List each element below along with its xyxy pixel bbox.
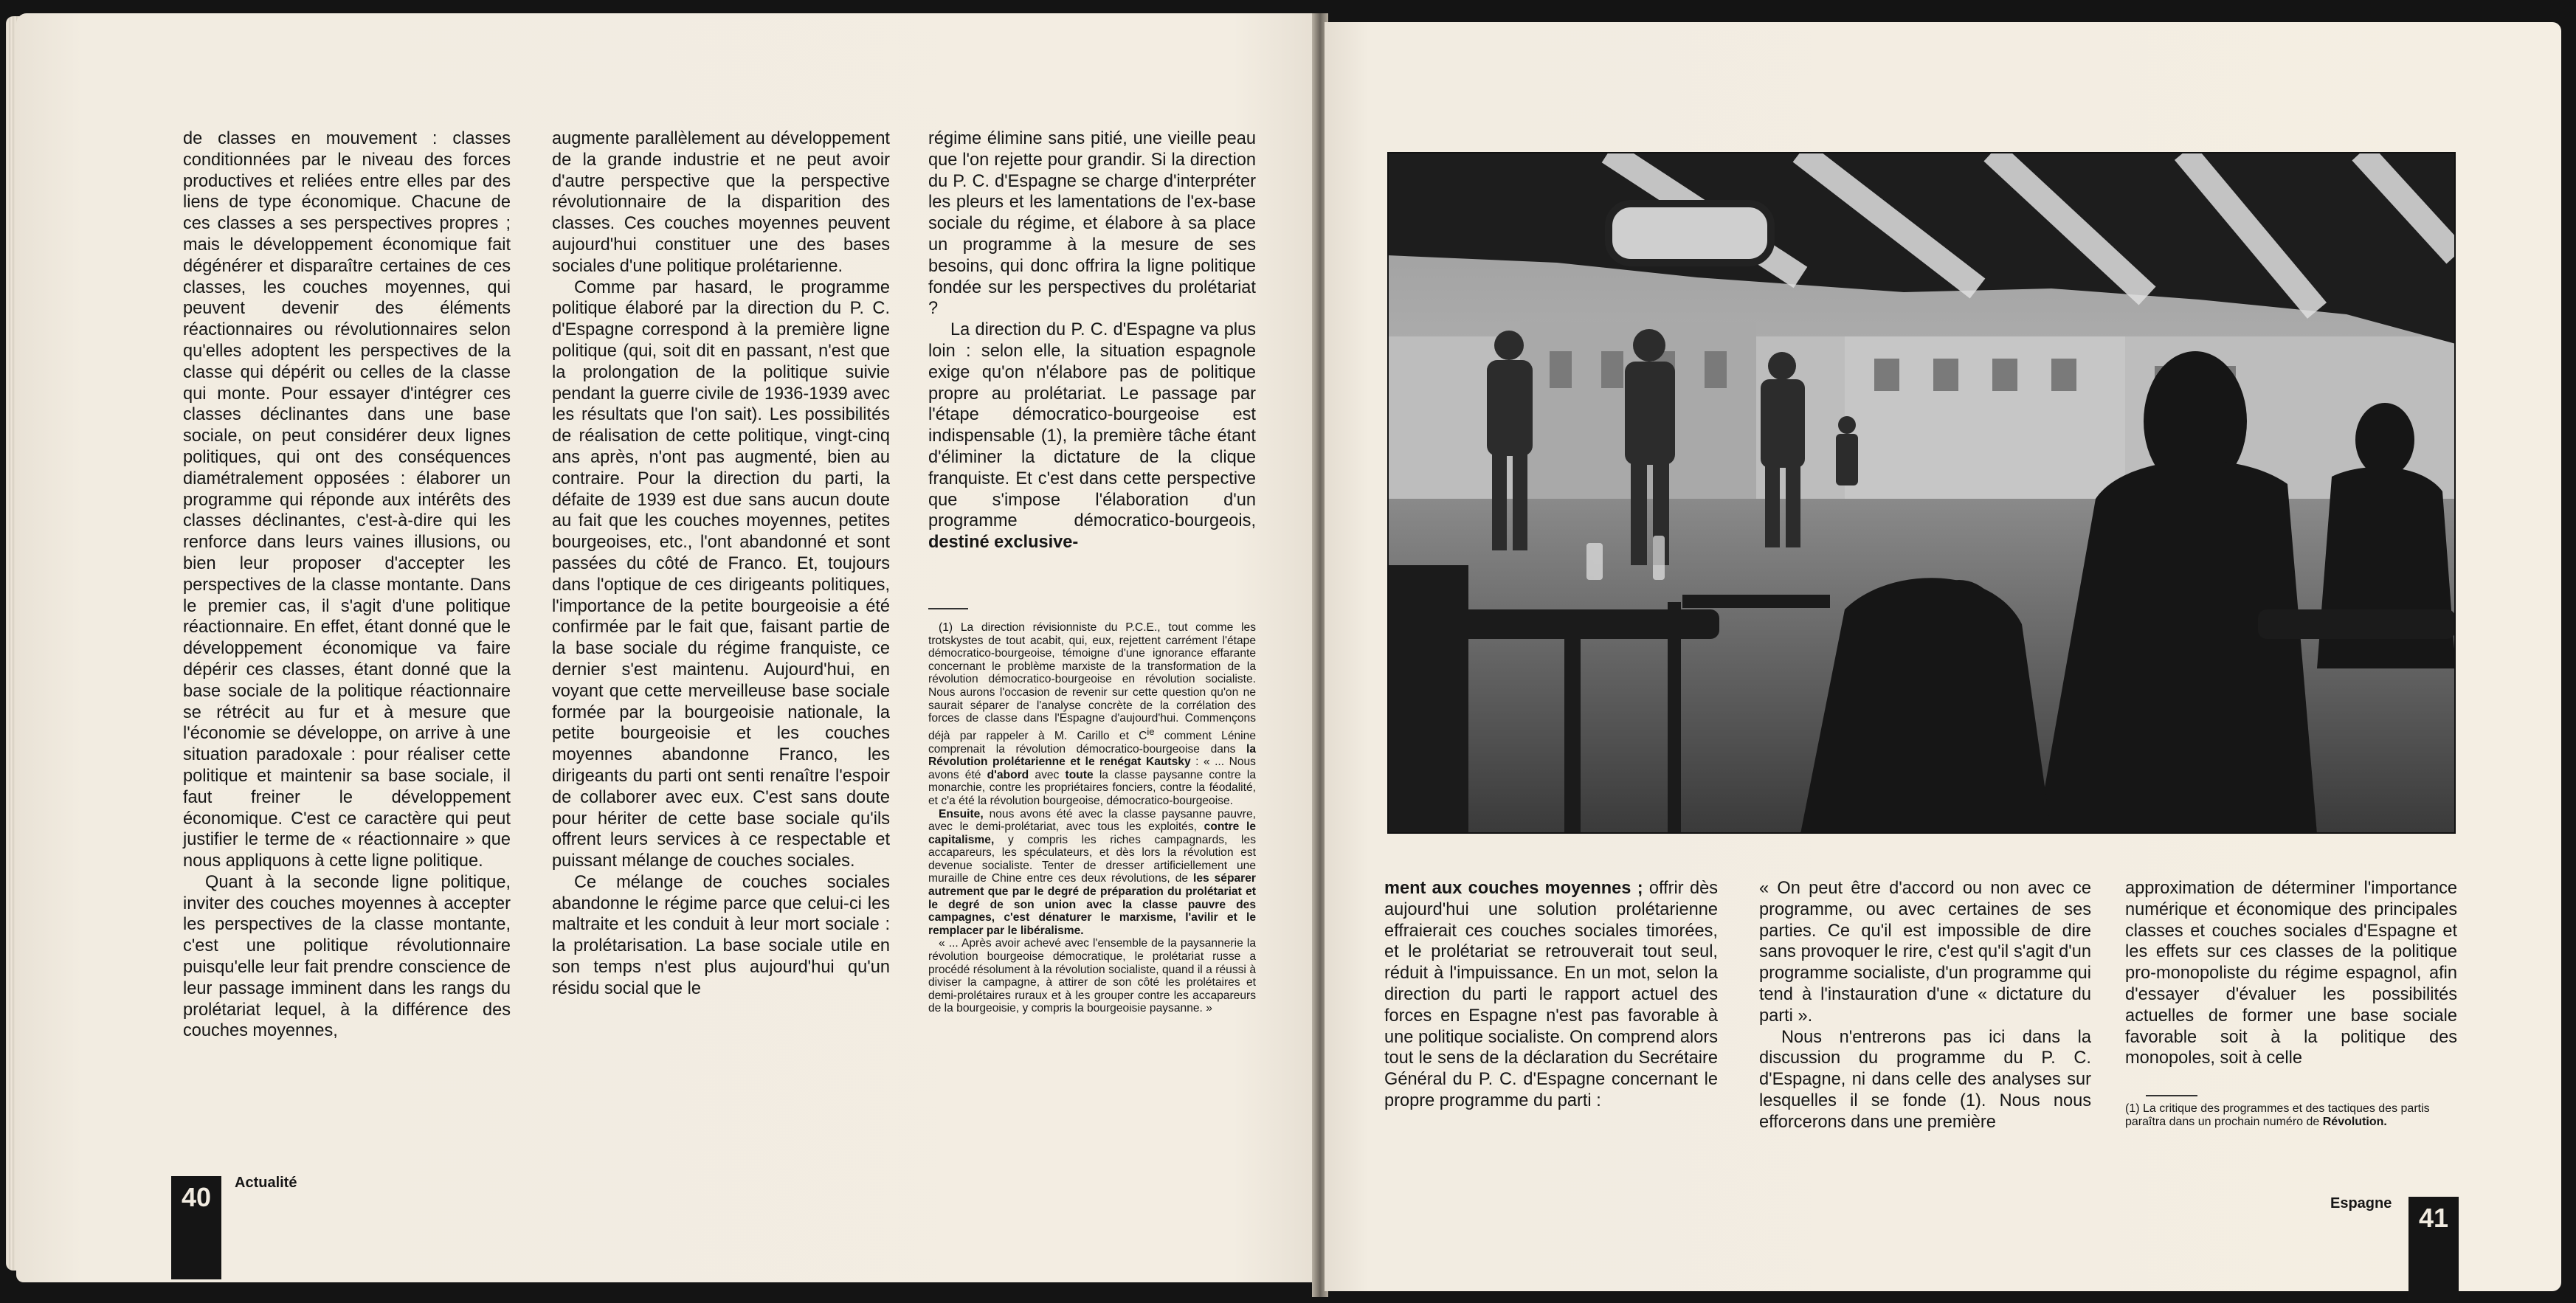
paragraph: augmente parallèlement au développement de la grande industrie et ne peut avoir d'autre perspective que la perspective révolutionnaire de la disparition des classes. Ces couches moyennes peuvent aujourd'hui constituer une des bases sociales d'une politique prolétarienne. [552,129,890,276]
footnote-text: : « ... Nous avons été [928,756,1256,781]
right-column-2 [1759,878,2091,1133]
paragraph: de classes en mouvement : classes conditionnées par le niveau des forces productives et reliées entre elles par des liens de type économique. Chacune de ces classes a ses perspectives propres ; mais le développement économique fait dégénérer et disparaître certaines de ces classes, les couches moyennes, qui peuvent devenir des éléments réactionnaires ou révolutionnaires selon qu'elles adoptent les perspectives de la classe qui dépérit ou celles de la classe qui monte. Pour essayer d'intégrer ces classes déclinantes dans une base sociale, on peut considérer deux lignes politiques, qui ont des conséquences diamétralement opposées : élaborer un programme qui réponde aux intérêts des classes déclinantes, c'est-à-dire qui les renforce dans leurs vaines illusions, ou bien leur proposer d'accepter les perspectives de la classe montante. Dans le premier cas, il s'agit d'une politique réactionnaire. En effet, étant donné que le développement économique va faire dépérir ces classes, étant donné que la base sociale de la politique réactionnaire se rétrécit au fur et à mesure que l'économie se développe, on arrive à une situation paradoxale : pour réaliser cette politique et maintenir sa base sociale, il faut freiner le développement économique. C'est ce caractère qui peut justifier le terme de « réactionnaire » que nous appliquons à cette ligne politique. [183,129,511,871]
footnote-bold: la Révolution prolétarienne et le renégat Kautsky [928,742,1256,769]
left-column-1 [183,128,511,1042]
footnote-paragraph [928,808,1256,938]
paragraph: « On peut être d'accord ou non avec ce programme, ou avec certaines de ses parties. Ce qu'il est impossible de dire sans provoquer le rire, c'est qu'il s'agit d'un programme socialiste, d'un programme qui tend à l'instauration d'une « dictature du parti ». [1759,879,2091,1026]
right-column-1 [1384,878,1718,1112]
paragraph-text: offrir dès aujourd'hui une solution prolétarienne effraierait ces couches sociales timorées, et le prolétariat se retrouverait tout seul, réduit à l'impuissance. En un mot, selon la direction du parti le rapport actuel des forces en Espagne n'est pas favorable à une politique socialiste. On comprend alors tout le sens de la déclaration du Secrétaire Général du P. C. d'Espagne concernant le propre programme du parti : [1384,879,1718,1110]
footnote-paragraph: « ... Après avoir achevé avec l'ensemble de la paysannerie la révolution bourgeoise démocratique, le prolétariat russe a procédé résolument à la révolution socialiste, quand il a réussi à diviser la campagne, à attirer de son côté les prolétaires et demi-prolétaires ruraux et à les grouper contre les accapareurs de la bourgeoisie, y compris la bourgeoisie paysanne. » [928,937,1256,1015]
footnote-bold: les séparer autrement que par le degré de préparation du prolétariat et le degré de son union avec la classe pauvre des campagnes, c'est dénaturer le marxisme, l'avilir et le remplacer par le libéralisme. [928,872,1256,937]
paragraph: Comme par hasard, le programme politique élaboré par la direction du P. C. d'Espagne correspond à la première ligne politique (qui, soit dit en passant, n'est que la prolongation de la politique suivie pendant la guerre civile de 1936-1939 avec les résultats que l'on sait). Les possibilités de réalisation de cette politique, vingt-cinq ans après, n'ont pas augmenté, bien au contraire. Pour la direction du parti, la défaite de 1939 est due sans aucun doute au fait que les couches moyennes, petites bourgeoises, etc., l'ont abandonné et sont passées du côté de Franco. Et, toujours dans l'optique de ces dirigeants politiques, l'importance de la petite bourgeoisie a été confirmée par le fait que, faisant partie de la base sociale du régime franquiste, ce dernier s'est maintenu. Aujourd'hui, en voyant que cette merveilleuse base sociale formée par la bourgeoisie nationale, la petite bourgeoisie et les couches moyennes abandonne Franco, les dirigeants du parti ont senti renaître l'espoir de collaborer avec eux. C'est sans doute pour hériter de cette base sociale qu'ils offrent leurs services à ce respectable et puissant mélange de couches sociales. [552,277,890,871]
photo-illustration [1387,152,2456,834]
footnote-text: y compris les riches campagnards, les accapareurs, les spéculateurs, et dès lors la révolution est devenue socialiste. Tenter de dresser artificiellement une muraille de Chine entre ces deux révolutions, de [928,833,1256,885]
paragraph: régime élimine sans pitié, une vieille peau que l'on rejette pour grandir. Si la direction du P. C. d'Espagne se charge d'interpréter les pleurs et les lamentations de l'ex-base sociale du régime, et élabore à sa place un programme à la mesure de ses besoins, qui donc offrira la ligne politique fondée sur les perspectives du prolétariat ? [928,129,1256,319]
footnote-bold: d'abord [987,768,1029,781]
left-column-2 [552,128,890,1000]
paragraph: Quant à la seconde ligne politique, inviter des couches moyennes à accepter les perspectives de la classe montante, c'est une politique révolutionnaire puisqu'elle leur fait prendre conscience de leur passage imminent dans les rangs du prolétariat lequel, à la différence des couches moyennes, [183,872,511,1041]
footnote-text: la classe paysanne contre la monarchie, contre les propriétaires fonciers, contre la féodalité, et c'a été la révolution bourgeoise, démocratico-bourgeoise. [928,768,1256,807]
paragraph: approximation de déterminer l'importance numérique et économique des principales classes et couches sociales d'Espagne et les effets sur ces classes de la politique pro-monopoliste du régime espagnol, afin d'essayer d'évaluer les possibilités actuelles de former une base sociale favorable soit à la politique des monopoles, soit à celle [2125,879,2457,1068]
right-column-3 [2125,878,2457,1069]
footnote-text: nous avons été avec la classe paysanne pauvre, avec le demi-prolétariat, avec tous les exploités, [928,807,1256,834]
paragraph: Ce mélange de couches sociales abandonne le régime parce que celui-ci les maltraite et les conduit à leur mort sociale : la prolétarisation. La base sociale utile en son temps n'est plus aujourd'hui qu'un résidu social que le [552,872,890,998]
section-label-right: Espagne [2330,1195,2392,1212]
page-number-left: 40 [171,1176,221,1279]
footnote-rule [2146,1095,2197,1096]
cafe-terrace-photo [1387,152,2456,834]
paragraph-text: La direction du P. C. d'Espagne va plus loin : selon elle, la situation espagnole exige qu'on n'élabore pas de politique propre au prolétariat. Le passage par l'étape démocratico-bourgeoise est indispensable (1), la première tâche étant d'éliminer la dictature de la clique franquiste. Et c'est dans cette perspective que s'impose l'élaboration d'un programme démocratico-bourgeois, [928,320,1256,531]
paragraph: Nous n'entrerons pas ici dans la discussion du programme du P. C. d'Espagne, ni dans celle des analyses sur lesquelles il se fonde (1). Nous nous efforcerons dans une première [1759,1027,2091,1132]
page-number-right: 41 [2408,1197,2459,1300]
footnote-bold: Ensuite, [939,807,984,820]
footnote-text: comment Lénine comprenait la révolution démocratico-bourgeoise dans [928,729,1256,756]
footnote-block [928,621,1256,1015]
footnote-block-right [2125,1102,2457,1129]
bold-text: destiné exclusive- [928,533,1079,553]
paragraph [1384,878,1718,1112]
footnote-sup: ie [1147,725,1155,737]
footnote-text: avec [1029,768,1066,781]
footnote-text: (1) La direction révisionniste du P.C.E., tout comme les trotskystes de tout acabit, qui, eux, rejettent carrément l'étape démocratico-bourgeoise, témoigne d'une ignorance effarante concernant le problème marxiste de la transformation de la révolution démocratico-bourgeoise en révolution socialiste. Nous aurons l'occasion de revenir sur cette question qu'on ne saurait séparer de l'analyse concrète de la corrélation des forces de classe dans l'Espagne d'aujourd'hui. Commençons déjà par rappeler à M. Carillo et C [928,621,1256,742]
paragraph [928,319,1256,553]
footnote-text: (1) La critique des programmes et des tactiques des partis paraîtra dans un prochain numéro de [2125,1102,2430,1128]
footnote-bold: toute [1065,768,1094,781]
bold-text: ment aux couches moyennes ; [1384,879,1643,898]
footnote-bold: Révolution. [2322,1116,2387,1128]
footnote-paragraph [928,621,1256,808]
footnote-bold: contre le capitalisme, [928,820,1257,846]
section-label-left: Actualité [235,1175,297,1191]
footnote-rule [928,608,968,609]
left-column-3 [928,128,1256,553]
